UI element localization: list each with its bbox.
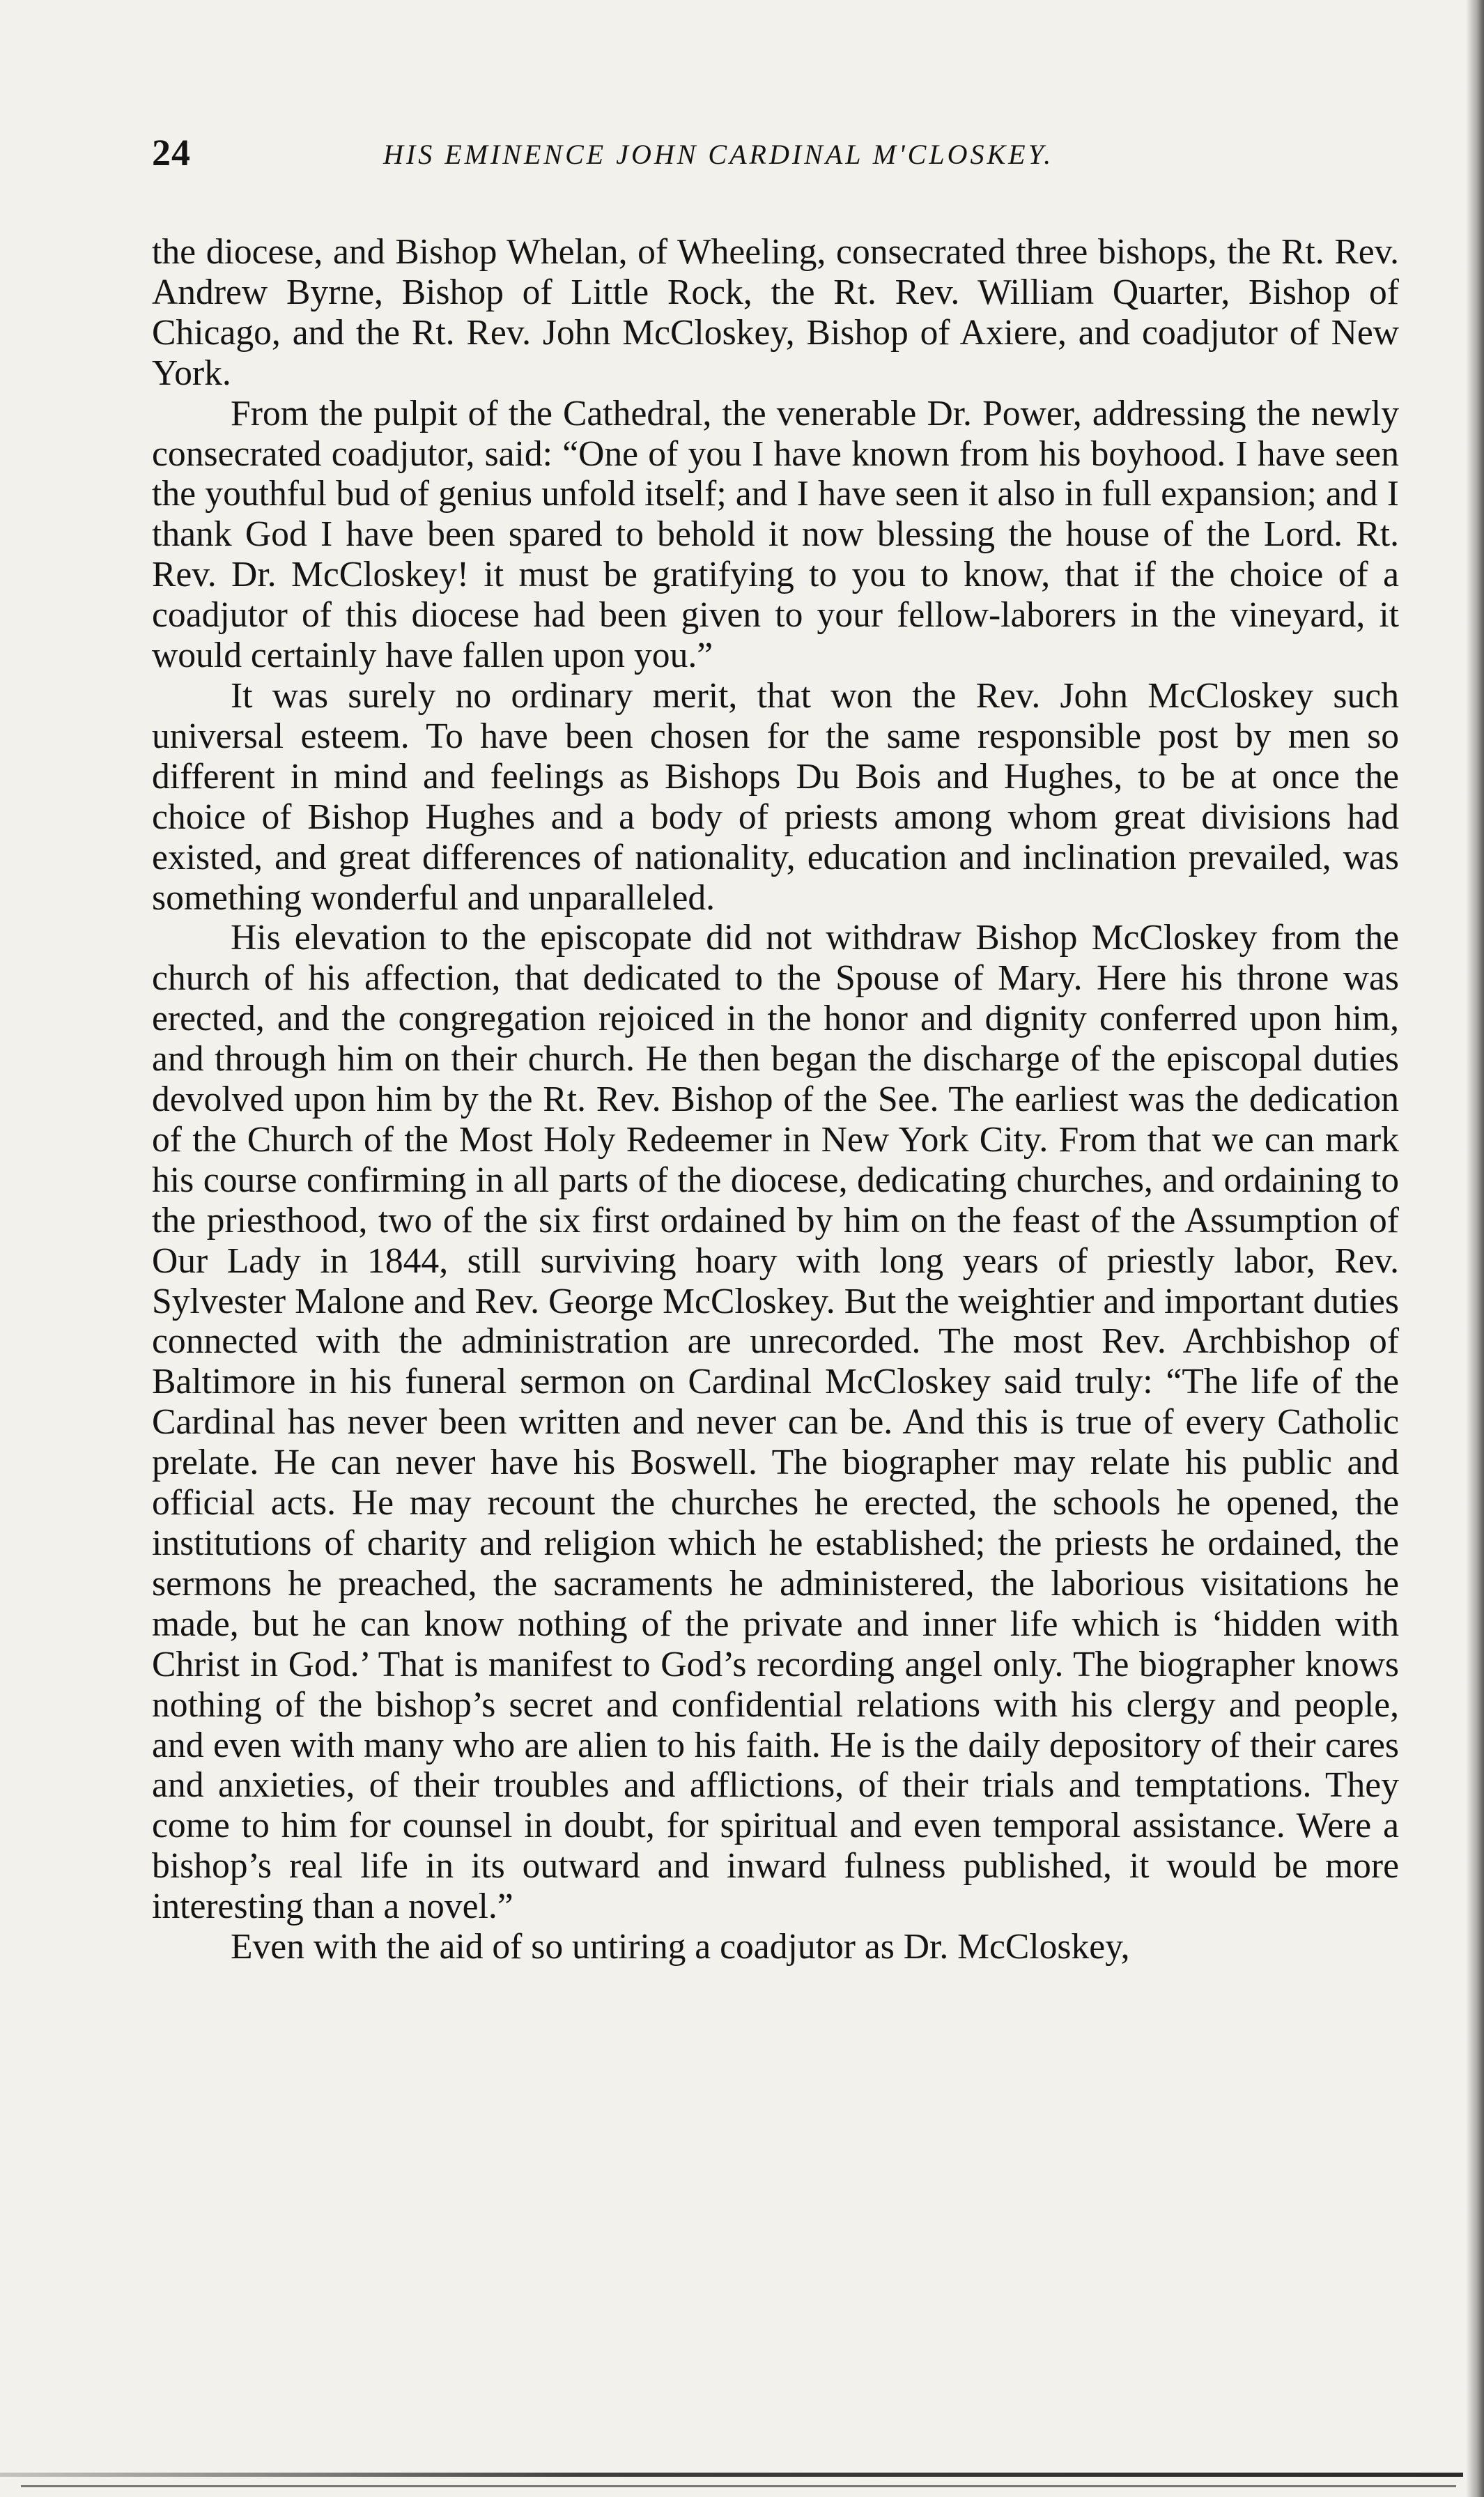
page-right-edge-shadow xyxy=(1466,0,1484,2497)
paragraph-episcopate: His elevation to the episcopate did not withdraw Bishop McCloskey from the church of his affection, that dedicated to the Spouse of Mary. Here his throne was erected, and the congregation rejoiced in the honor and dignity conferred upon him, and through him on their church. He then began the discharge of the episcopal duties devolved upon him by the Rt. Rev. Bishop of the See. The earliest was the dedication of the Church of the Most Holy Redeemer in New York City. From that we can mark his course confirming in all parts of the diocese, dedicating churches, and ordaining to the priesthood, two of the six first ordained by him on the feast of the Assumption of Our Lady in 1844, still surviving hoary with long years of priestly labor, Rev. Sylvester Malone and Rev. George McCloskey. But the weightier and important duties connected with the administration are unrecorded. The most Rev. Archbishop of Baltimore in his funeral sermon on Cardinal McCloskey said truly: “The life of the Cardinal has never been written and never can be. And this is true of every Catholic prelate. He can never have his Boswell. The biographer may relate his public and official acts. He may recount the churches he erected, the schools he opened, the institutions of charity and religion which he established; the priests he ordained, the sermons he preached, the sacraments he administered, the laborious visitations he made, but he can know nothing of the private and inner life which is ‘hidden with Christ in God.’ That is manifest to God’s recording angel only. The biographer knows nothing of the bishop’s secret and confidential relations with his clergy and people, and even with many who are alien to his faith. He is the daily depository of their cares and anxieties, of their troubles and afflictions, of their trials and temptations. They come to him for counsel in doubt, for spiritual and even temporal assistance. Were a bishop’s real life in its outward and inward fulness published, it would be more interesting than a novel.” xyxy=(152,918,1399,1927)
page-bottom-edge xyxy=(0,2473,1463,2477)
running-head xyxy=(152,131,1406,180)
paragraph-esteem: It was surely no ordinary merit, that won the Rev. John McCloskey such universal esteem. To have been chosen for the same responsible post by men so different in mind and feelings as Bishops Du Bois and Hughes, to be at once the choice of Bishop Hughes and a body of priests among whom great divisions had existed, and great differences of nationality, education and inclination prevailed, was something wonderful and unparalleled. xyxy=(152,675,1399,918)
body-text xyxy=(152,232,1399,1967)
page-bottom-edge-thin xyxy=(21,2485,1456,2487)
running-title: HIS EMINENCE JOHN CARDINAL M'CLOSKEY. xyxy=(383,139,1054,170)
paragraph-power-address: From the pulpit of the Cathedral, the venerable Dr. Power, addressing the newly consecrated coadjutor, said: “One of you I have known from his boyhood. I have seen the youthful bud of genius unfold itself; and I have seen it also in full expansion; and I thank God I have been spared to behold it now blessing the house of the Lord. Rt. Rev. Dr. McCloskey! it must be gratifying to you to know, that if the choice of a coadjutor of this diocese had been given to your fellow-laborers in the vineyard, it would certainly have fallen upon you.” xyxy=(152,393,1399,676)
paragraph-continuation: the diocese, and Bishop Whelan, of Wheeling, consecrated three bishops, the Rt. Rev. Andrew Byrne, Bishop of Little Rock, the Rt. Rev. William Quarter, Bishop of Chicago, and the Rt. Rev. John McCloskey, Bishop of Axiere, and coadjutor of New York. xyxy=(152,232,1399,393)
paragraph-closing: Even with the aid of so untiring a coadjutor as Dr. McCloskey, xyxy=(231,1927,1130,1967)
page-number: 24 xyxy=(152,132,191,174)
